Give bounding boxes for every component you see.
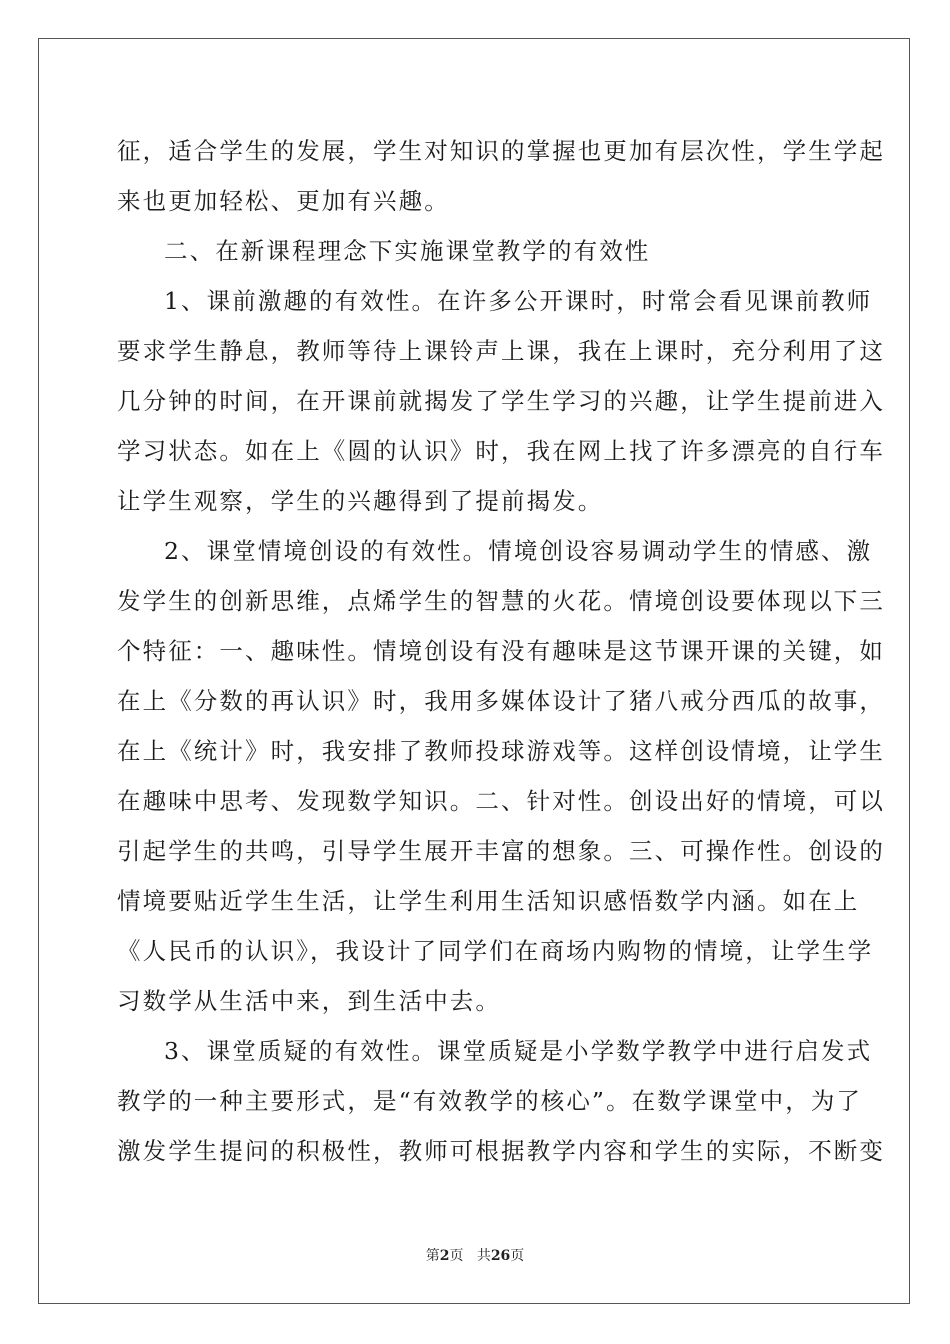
footer-page-suffix: 页 (449, 1248, 464, 1264)
text-line: 要求学生静息，教师等待上课铃声上课，我在上课时，充分利用了这 (117, 337, 885, 365)
text-line: 征，适合学生的发展，学生对知识的掌握也更加有层次性，学生学起 (117, 137, 885, 165)
text-line: 在上《分数的再认识》时，我用多媒体设计了猪八戒分西瓜的故事， (117, 687, 885, 715)
text-line: 2、课堂情境创设的有效性。情境创设容易调动学生的情感、激 (164, 537, 873, 565)
text-line: 个特征：一、趣味性。情境创设有没有趣味是这节课开课的关键，如 (117, 637, 885, 665)
text-line: 学习状态。如在上《圆的认识》时，我在网上找了许多漂亮的自行车 (117, 437, 885, 465)
text-line: 几分钟的时间，在开课前就揭发了学生学习的兴趣，让学生提前进入 (117, 387, 885, 415)
footer-total-prefix: 共 (476, 1248, 491, 1264)
text-line: 在趣味中思考、发现数学知识。二、针对性。创设出好的情境，可以 (117, 787, 885, 815)
footer-total-suffix: 页 (510, 1248, 525, 1264)
text-line: 来也更加轻松、更加有兴趣。 (117, 187, 450, 215)
text-line: 《人民币的认识》，我设计了同学们在商场内购物的情境，让学生学 (117, 937, 874, 965)
text-line: 二、在新课程理念下实施课堂教学的有效性 (164, 237, 651, 265)
text-line: 3、课堂质疑的有效性。课堂质疑是小学数学教学中进行启发式 (164, 1037, 873, 1065)
text-line: 激发学生提问的积极性，教师可根据教学内容和学生的实际，不断变 (117, 1137, 885, 1165)
text-line: 情境要贴近学生生活，让学生利用生活知识感悟数学内涵。如在上 (117, 887, 860, 915)
page-footer (0, 1246, 950, 1266)
current-page-number: 2 (439, 1248, 450, 1264)
text-line: 引起学生的共鸣，引导学生展开丰富的想象。三、可操作性。创设的 (117, 837, 885, 865)
text-line: 教学的一种主要形式，是“有效教学的核心”。在数学课堂中，为了 (117, 1087, 863, 1115)
text-line: 发学生的创新思维，点烯学生的智慧的火花。情境创设要体现以下三 (117, 587, 885, 615)
text-line: 让学生观察，学生的兴趣得到了提前揭发。 (117, 487, 604, 515)
footer-prefix: 第 (425, 1248, 440, 1264)
text-line: 1、课前激趣的有效性。在许多公开课时，时常会看见课前教师 (164, 287, 873, 315)
total-pages-number: 26 (490, 1248, 511, 1264)
text-line: 在上《统计》时，我安排了教师投球游戏等。这样创设情境，让学生 (117, 737, 885, 765)
text-line: 习数学从生活中来，到生活中去。 (117, 987, 501, 1015)
